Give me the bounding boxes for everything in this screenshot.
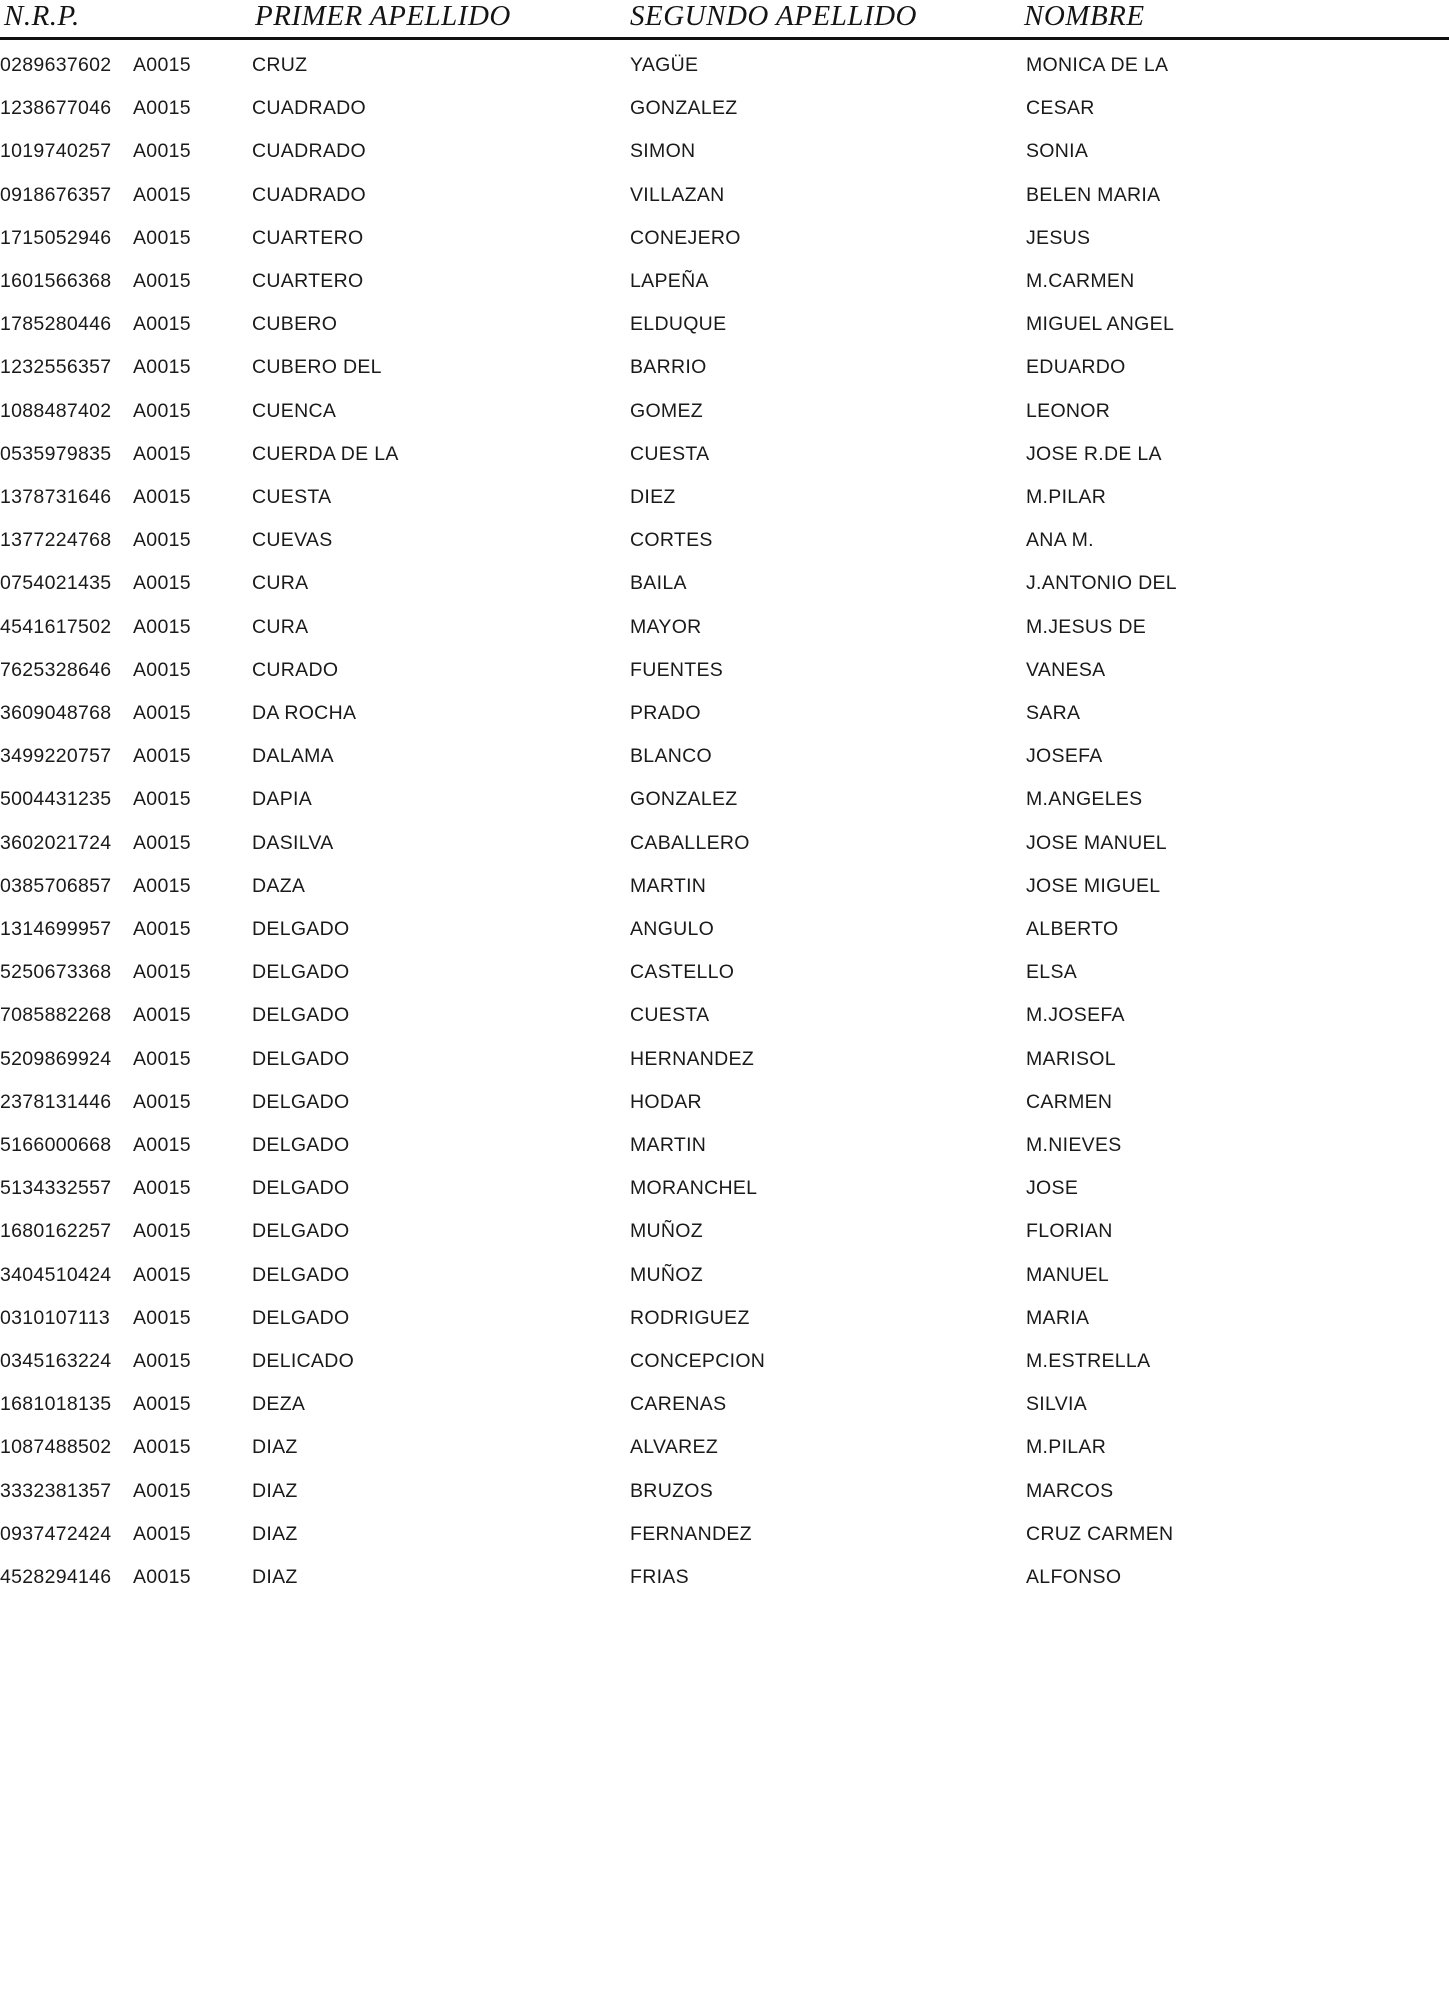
cell-nombre: JOSE MIGUEL (1026, 874, 1161, 897)
cell-code: A0015 (133, 702, 191, 724)
table-row (0, 519, 1449, 559)
cell-primer-apellido: CURA (252, 615, 309, 638)
table-row (0, 951, 1449, 991)
cell-nombre: BELEN MARIA (1026, 183, 1161, 206)
cell-nombre: EDUARDO (1026, 356, 1126, 379)
table-row (0, 1124, 1449, 1164)
table-row (0, 1383, 1449, 1423)
cell-code: A0015 (133, 615, 191, 638)
cell-segundo-apellido: CUESTA (630, 442, 710, 465)
table-row (0, 1426, 1449, 1466)
cell-nrp: 1087488502 (0, 1436, 112, 1459)
cell-nombre: CESAR (1026, 97, 1095, 120)
cell-nrp: 0310107113 (0, 1306, 111, 1329)
cell-nrp: 7625328646 (0, 658, 112, 681)
cell-segundo-apellido: HERNANDEZ (630, 1047, 755, 1070)
table-row (0, 476, 1449, 516)
cell-segundo-apellido: GONZALEZ (630, 97, 738, 120)
cell-nombre: M.PILAR (1026, 486, 1107, 508)
table-row (0, 44, 1449, 84)
cell-code: A0015 (133, 1134, 191, 1156)
cell-segundo-apellido: BARRIO (630, 356, 707, 379)
cell-segundo-apellido: CORTES (630, 529, 713, 552)
table-row (0, 303, 1449, 343)
cell-primer-apellido: DIAZ (252, 1479, 298, 1502)
cell-code: A0015 (133, 140, 191, 163)
cell-nrp: 3609048768 (0, 702, 112, 724)
cell-nrp: 1715052946 (0, 226, 112, 249)
cell-nrp: 4541617502 (0, 615, 112, 638)
cell-nrp: 3602021724 (0, 831, 112, 854)
cell-primer-apellido: DELGADO (252, 1306, 350, 1329)
cell-nrp: 0918676357 (0, 183, 112, 206)
cell-nrp: 1378731646 (0, 486, 112, 508)
cell-nombre: MANUEL (1026, 1263, 1110, 1286)
cell-nrp: 5004431235 (0, 788, 112, 811)
cell-primer-apellido: DASILVA (252, 831, 334, 854)
cell-code: A0015 (133, 1090, 191, 1113)
cell-primer-apellido: DA ROCHA (252, 702, 357, 724)
cell-code: A0015 (133, 183, 191, 206)
cell-nrp: 5209869924 (0, 1047, 112, 1070)
cell-primer-apellido: CRUZ (252, 54, 308, 76)
table-row (0, 822, 1449, 862)
cell-code: A0015 (133, 961, 191, 984)
cell-code: A0015 (133, 1263, 191, 1286)
cell-nrp: 1019740257 (0, 140, 112, 163)
cell-code: A0015 (133, 1047, 191, 1070)
cell-nrp: 1238677046 (0, 97, 112, 120)
cell-nombre: ELSA (1026, 961, 1078, 984)
cell-code: A0015 (133, 1479, 191, 1502)
cell-nrp: 5134332557 (0, 1177, 112, 1200)
cell-nrp: 1314699957 (0, 918, 112, 940)
cell-segundo-apellido: MAYOR (630, 615, 702, 638)
cell-nrp: 3404510424 (0, 1263, 112, 1286)
cell-primer-apellido: CURADO (252, 658, 339, 681)
table-row (0, 908, 1449, 948)
cell-primer-apellido: DELGADO (252, 1134, 350, 1156)
header-rule (0, 37, 1449, 40)
cell-segundo-apellido: FRIAS (630, 1566, 689, 1588)
table-row (0, 1038, 1449, 1078)
cell-primer-apellido: DIAZ (252, 1566, 298, 1588)
header-nrp: N.R.P. (4, 0, 80, 32)
cell-code: A0015 (133, 313, 191, 336)
cell-code: A0015 (133, 1177, 191, 1200)
cell-nombre: VANESA (1026, 658, 1106, 681)
cell-primer-apellido: DELGADO (252, 1090, 350, 1113)
cell-primer-apellido: DELGADO (252, 961, 350, 984)
table-row (0, 1513, 1449, 1553)
table-row (0, 174, 1449, 214)
cell-nrp: 3332381357 (0, 1479, 112, 1502)
cell-segundo-apellido: MARTIN (630, 1134, 707, 1156)
cell-segundo-apellido: DIEZ (630, 486, 676, 508)
cell-nombre: M.NIEVES (1026, 1134, 1122, 1156)
cell-nrp: 7085882268 (0, 1004, 112, 1027)
cell-nombre: FLORIAN (1026, 1220, 1113, 1243)
table-row (0, 390, 1449, 430)
table-row (0, 1167, 1449, 1207)
cell-segundo-apellido: ALVAREZ (630, 1436, 719, 1459)
cell-nrp: 0385706857 (0, 874, 112, 897)
cell-nombre: MONICA DE LA (1026, 54, 1169, 76)
cell-primer-apellido: CUADRADO (252, 97, 366, 120)
cell-code: A0015 (133, 529, 191, 552)
cell-nombre: M.JOSEFA (1026, 1004, 1125, 1027)
table-row (0, 562, 1449, 602)
cell-nrp: 1232556357 (0, 356, 112, 379)
cell-nombre: CRUZ CARMEN (1026, 1522, 1174, 1545)
cell-code: A0015 (133, 572, 191, 595)
cell-code: A0015 (133, 1436, 191, 1459)
cell-nrp: 4528294146 (0, 1566, 112, 1588)
cell-segundo-apellido: CUESTA (630, 1004, 710, 1027)
cell-nombre: M.JESUS DE (1026, 615, 1147, 638)
cell-nrp: 0937472424 (0, 1522, 112, 1545)
cell-code: A0015 (133, 270, 191, 292)
cell-nombre: MIGUEL ANGEL (1026, 313, 1175, 336)
cell-segundo-apellido: BRUZOS (630, 1479, 714, 1502)
cell-segundo-apellido: FERNANDEZ (630, 1522, 752, 1545)
table-row (0, 865, 1449, 905)
cell-nrp: 2378131446 (0, 1090, 112, 1113)
table-row (0, 433, 1449, 473)
table-row (0, 1470, 1449, 1510)
table-row (0, 1556, 1449, 1596)
cell-nombre: SILVIA (1026, 1393, 1088, 1416)
cell-primer-apellido: DAZA (252, 874, 306, 897)
cell-segundo-apellido: CASTELLO (630, 961, 735, 984)
cell-code: A0015 (133, 658, 191, 681)
cell-segundo-apellido: CONCEPCION (630, 1350, 766, 1372)
cell-nombre: SARA (1026, 702, 1081, 724)
cell-code: A0015 (133, 918, 191, 940)
cell-segundo-apellido: BAILA (630, 572, 687, 595)
cell-nombre: J.ANTONIO DEL (1026, 572, 1177, 595)
cell-segundo-apellido: BLANCO (630, 745, 712, 768)
cell-primer-apellido: CUERDA DE LA (252, 442, 399, 465)
table-row (0, 1254, 1449, 1294)
cell-primer-apellido: CUBERO DEL (252, 356, 382, 379)
cell-code: A0015 (133, 1522, 191, 1545)
cell-nrp: 0345163224 (0, 1350, 112, 1372)
cell-code: A0015 (133, 1350, 191, 1372)
cell-segundo-apellido: MORANCHEL (630, 1177, 758, 1200)
table-row (0, 1210, 1449, 1250)
cell-segundo-apellido: SIMON (630, 140, 696, 163)
cell-primer-apellido: CUEVAS (252, 529, 333, 552)
cell-primer-apellido: CUBERO (252, 313, 338, 336)
cell-code: A0015 (133, 356, 191, 379)
cell-segundo-apellido: YAGÜE (630, 54, 699, 76)
cell-nombre: MARCOS (1026, 1479, 1114, 1502)
cell-primer-apellido: CURA (252, 572, 309, 595)
cell-primer-apellido: DELGADO (252, 1263, 350, 1286)
cell-nombre: JOSEFA (1026, 745, 1103, 768)
cell-nrp: 0754021435 (0, 572, 112, 595)
cell-nombre: ALBERTO (1026, 918, 1119, 940)
cell-segundo-apellido: CONEJERO (630, 226, 741, 249)
table-row (0, 778, 1449, 818)
cell-nrp: 3499220757 (0, 745, 112, 768)
cell-primer-apellido: DIAZ (252, 1436, 298, 1459)
cell-primer-apellido: DELGADO (252, 918, 350, 940)
cell-primer-apellido: DIAZ (252, 1522, 298, 1545)
cell-nombre: ANA M. (1026, 529, 1094, 552)
cell-code: A0015 (133, 874, 191, 897)
cell-segundo-apellido: MUÑOZ (630, 1220, 703, 1243)
cell-primer-apellido: DELGADO (252, 1177, 350, 1200)
cell-code: A0015 (133, 1306, 191, 1329)
table-row (0, 217, 1449, 257)
cell-segundo-apellido: ANGULO (630, 918, 715, 940)
cell-nombre: LEONOR (1026, 399, 1111, 422)
table-row (0, 606, 1449, 646)
cell-segundo-apellido: CARENAS (630, 1393, 727, 1416)
cell-segundo-apellido: VILLAZAN (630, 183, 725, 206)
cell-nombre: JESUS (1026, 226, 1091, 249)
cell-nombre: CARMEN (1026, 1090, 1113, 1113)
cell-nombre: M.ANGELES (1026, 788, 1143, 811)
cell-code: A0015 (133, 399, 191, 422)
cell-segundo-apellido: PRADO (630, 702, 701, 724)
cell-segundo-apellido: FUENTES (630, 658, 724, 681)
cell-nombre: M.ESTRELLA (1026, 1350, 1151, 1372)
cell-primer-apellido: DELGADO (252, 1220, 350, 1243)
cell-segundo-apellido: RODRIGUEZ (630, 1306, 750, 1329)
cell-primer-apellido: CUARTERO (252, 270, 364, 292)
cell-segundo-apellido: CABALLERO (630, 831, 750, 854)
table-row (0, 87, 1449, 127)
header-segundo-apellido: SEGUNDO APELLIDO (630, 0, 917, 32)
cell-code: A0015 (133, 226, 191, 249)
cell-nrp: 1785280446 (0, 313, 112, 336)
cell-code: A0015 (133, 745, 191, 768)
cell-nrp: 0535979835 (0, 442, 112, 465)
cell-nombre: SONIA (1026, 140, 1089, 163)
cell-code: A0015 (133, 788, 191, 811)
cell-code: A0015 (133, 486, 191, 508)
table-row (0, 692, 1449, 732)
cell-nrp: 0289637602 (0, 54, 112, 76)
cell-code: A0015 (133, 1004, 191, 1027)
cell-nrp: 1088487402 (0, 399, 112, 422)
cell-segundo-apellido: GOMEZ (630, 399, 703, 422)
table-row (0, 994, 1449, 1034)
table-row (0, 346, 1449, 386)
cell-code: A0015 (133, 97, 191, 120)
cell-segundo-apellido: HODAR (630, 1090, 702, 1113)
cell-segundo-apellido: LAPEÑA (630, 270, 709, 292)
table-row (0, 649, 1449, 689)
cell-segundo-apellido: GONZALEZ (630, 788, 738, 811)
cell-code: A0015 (133, 442, 191, 465)
cell-code: A0015 (133, 54, 191, 76)
cell-nrp: 1680162257 (0, 1220, 112, 1243)
cell-primer-apellido: CUADRADO (252, 140, 366, 163)
cell-nombre: M.CARMEN (1026, 270, 1135, 292)
cell-code: A0015 (133, 1566, 191, 1588)
cell-nrp: 5166000668 (0, 1134, 112, 1156)
cell-nombre: JOSE (1026, 1177, 1079, 1200)
cell-segundo-apellido: MUÑOZ (630, 1263, 703, 1286)
header-primer-apellido: PRIMER APELLIDO (255, 0, 511, 32)
cell-primer-apellido: DEZA (252, 1393, 306, 1416)
cell-code: A0015 (133, 1220, 191, 1243)
cell-nrp: 1681018135 (0, 1393, 112, 1416)
cell-nombre: M.PILAR (1026, 1436, 1107, 1459)
cell-primer-apellido: CUENCA (252, 399, 337, 422)
cell-nombre: JOSE R.DE LA (1026, 442, 1162, 465)
cell-code: A0015 (133, 1393, 191, 1416)
cell-primer-apellido: DAPIA (252, 788, 313, 811)
cell-primer-apellido: CUADRADO (252, 183, 366, 206)
table-row (0, 130, 1449, 170)
cell-primer-apellido: DELGADO (252, 1047, 350, 1070)
cell-primer-apellido: DALAMA (252, 745, 334, 768)
cell-primer-apellido: DELGADO (252, 1004, 350, 1027)
cell-nombre: ALFONSO (1026, 1566, 1122, 1588)
cell-nombre: JOSE MANUEL (1026, 831, 1167, 854)
cell-nombre: MARIA (1026, 1306, 1090, 1329)
table-row (0, 260, 1449, 300)
cell-nrp: 1377224768 (0, 529, 112, 552)
cell-nrp: 1601566368 (0, 270, 112, 292)
cell-primer-apellido: DELICADO (252, 1350, 355, 1372)
cell-code: A0015 (133, 831, 191, 854)
header-nombre: NOMBRE (1024, 0, 1145, 32)
table-header (0, 0, 1449, 34)
table-row (0, 1081, 1449, 1121)
cell-nrp: 5250673368 (0, 961, 112, 984)
table-row (0, 1340, 1449, 1380)
cell-primer-apellido: CUESTA (252, 486, 332, 508)
cell-nombre: MARISOL (1026, 1047, 1116, 1070)
table-row (0, 735, 1449, 775)
cell-segundo-apellido: MARTIN (630, 874, 707, 897)
table-row (0, 1297, 1449, 1337)
cell-primer-apellido: CUARTERO (252, 226, 364, 249)
cell-segundo-apellido: ELDUQUE (630, 313, 727, 336)
